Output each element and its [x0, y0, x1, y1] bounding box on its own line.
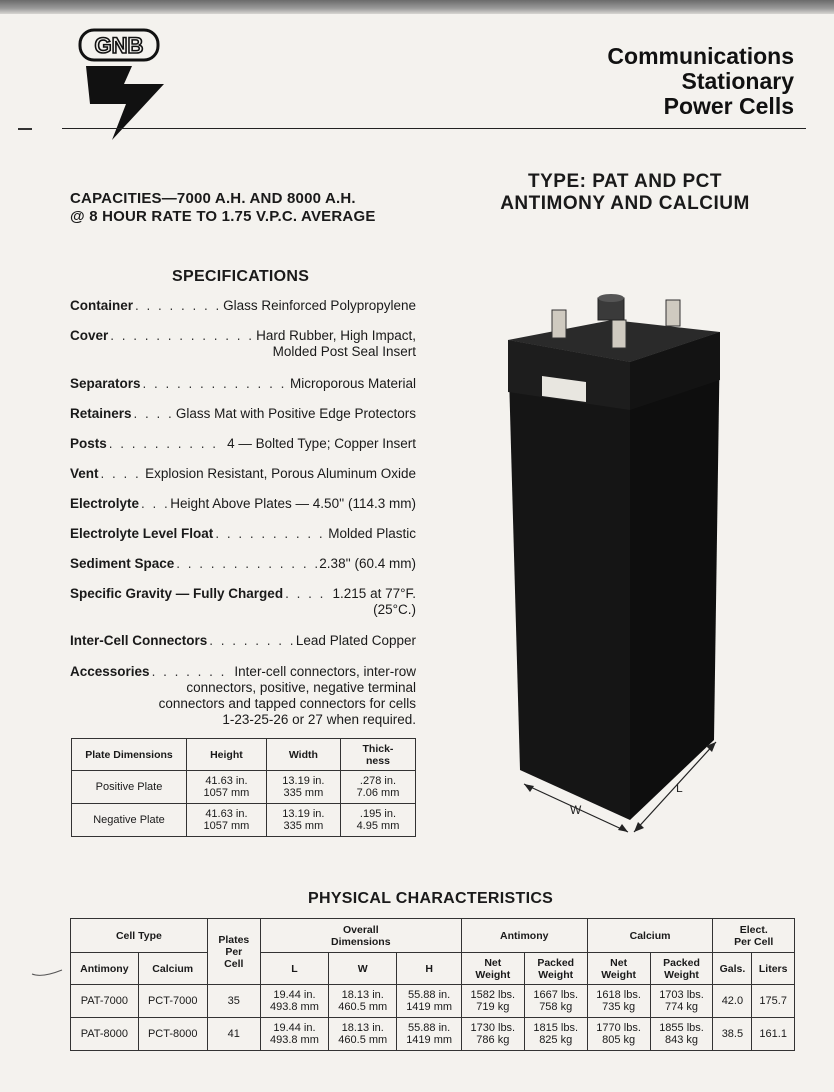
leader-dots [134, 406, 174, 422]
plate-height-line: 41.63 in. [205, 775, 248, 787]
cell-l [260, 1018, 328, 1051]
cell-cal-packed-line: 843 kg [665, 1034, 699, 1046]
table-row [71, 985, 795, 1018]
spec-key: Container [70, 298, 134, 313]
leader-dots [209, 633, 294, 649]
margin-mark [18, 128, 32, 130]
phys-sub-l: L [260, 953, 328, 985]
cell-l-line: 19.44 in. [273, 1022, 316, 1034]
spec-key: Specific Gravity — Fully Charged [70, 586, 284, 601]
logo-text: GNB [94, 33, 144, 58]
phys-header-antimony: Antimony [461, 919, 587, 953]
spec-key: Retainers [70, 406, 132, 421]
cell-h-line: 55.88 in. [408, 1022, 451, 1034]
phys-sub-ant-net: Net Weight [461, 953, 524, 985]
spec-key: Sediment Space [70, 556, 175, 571]
type-heading [455, 171, 795, 215]
cell-ant-packed [524, 1018, 587, 1051]
plate-label: Negative Plate [72, 804, 187, 837]
cell-cal-packed-line: 1703 lbs. [659, 989, 704, 1001]
title-line-2: Stationary [681, 68, 794, 94]
plate-height-line: 1057 mm [203, 820, 250, 832]
plate-header-dimensions: Plate Dimensions [72, 739, 187, 771]
cell-cal-packed-line: 1855 lbs. [659, 1022, 704, 1034]
cell-w-line: 18.13 in. [341, 1022, 384, 1034]
plate-height [187, 804, 267, 837]
spec-key: Posts [70, 436, 107, 451]
cell-ant-packed [524, 985, 587, 1018]
phys-sub-cal-net: Net Weight [587, 953, 650, 985]
plate-width [266, 804, 340, 837]
leader-dots [143, 376, 288, 392]
cell-l-line: 493.8 mm [269, 1034, 319, 1046]
scan-top-band [0, 0, 834, 14]
leader-dots [285, 586, 330, 602]
type-heading-line-2: ANTIMONY AND CALCIUM [500, 193, 750, 214]
capacities-heading [70, 190, 376, 226]
leader-dots [101, 466, 144, 482]
phys-sub-liters: Liters [752, 953, 795, 985]
spec-value: Lead Plated Copper [295, 633, 416, 648]
phys-header-overall: Overall Dimensions [260, 919, 461, 953]
title-line-1: Communications [607, 43, 794, 69]
spec-key: Separators [70, 376, 141, 391]
spec-value-continued: 1-23-25-26 or 27 when required. [222, 712, 416, 727]
spec-value: 4 — Bolted Type; Copper Insert [227, 436, 416, 451]
cell-w [329, 985, 397, 1018]
leader-dots [215, 526, 326, 542]
plate-header-height: Height [187, 739, 267, 771]
plate-width [266, 771, 340, 804]
plate-width-line: 335 mm [283, 787, 324, 799]
plate-dimensions-table [71, 738, 416, 837]
cell-l-line: 493.8 mm [269, 1001, 319, 1013]
cell-ant-net-line: 1582 lbs. [470, 989, 516, 1001]
cell-w [329, 1018, 397, 1051]
phys-header-elect: Elect. Per Cell [713, 919, 795, 953]
phys-sub-h: H [397, 953, 461, 985]
cell-h-line: 1419 mm [406, 1001, 453, 1013]
phys-header-cell-type: Cell Type [71, 919, 208, 953]
table-row [72, 771, 416, 804]
leader-dots [176, 556, 317, 572]
phys-header-plates: Plates Per Cell [207, 919, 260, 985]
cell-ant-packed-line: 1667 lbs. [533, 989, 579, 1001]
table-row [71, 1018, 795, 1051]
spec-value-continued: connectors, positive, negative terminal [186, 680, 416, 695]
cell-plates: 35 [207, 985, 260, 1018]
margin-mark-curve [30, 968, 64, 978]
spec-value: Microporous Material [289, 376, 416, 391]
plate-thickness [340, 771, 415, 804]
plate-height [187, 771, 267, 804]
gnb-logo [72, 26, 172, 144]
spec-item [70, 633, 416, 649]
plate-thickness-line: 4.95 mm [356, 820, 400, 832]
cell-cal-net [587, 985, 650, 1018]
cell-plates: 41 [207, 1018, 260, 1051]
type-heading-line-1: TYPE: PAT AND PCT [528, 171, 722, 192]
cell-cal-packed [650, 985, 713, 1018]
cell-l [260, 985, 328, 1018]
spec-value: Hard Rubber, High Impact, [256, 328, 416, 343]
cell-h-line: 55.88 in. [408, 989, 451, 1001]
leader-dots [141, 496, 168, 512]
cell-w-line: 460.5 mm [338, 1001, 388, 1013]
leader-dots [110, 328, 254, 344]
spec-item [70, 298, 416, 314]
phys-sub-w: W [329, 953, 397, 985]
physical-characteristics-title: PHYSICAL CHARACTERISTICS [308, 890, 554, 907]
cell-w-line: 460.5 mm [338, 1034, 388, 1046]
plate-header-width: Width [266, 739, 340, 771]
spec-item [70, 406, 416, 422]
spec-value-continued: connectors and tapped connectors for cells [158, 696, 416, 711]
plate-width-line: 13.19 in. [282, 808, 325, 820]
cell-h [397, 1018, 461, 1051]
plate-height-line: 41.63 in. [205, 808, 248, 820]
spec-value: 2.38'' (60.4 mm) [319, 556, 416, 571]
plate-label: Positive Plate [72, 771, 187, 804]
table-row [72, 804, 416, 837]
spec-item [70, 586, 416, 618]
spec-value: 1.215 at 77°F. [332, 586, 416, 601]
spec-value: Glass Reinforced Polypropylene [223, 298, 416, 313]
plate-width-line: 13.19 in. [282, 775, 325, 787]
spec-key: Inter-Cell Connectors [70, 633, 208, 648]
cell-calcium: PCT-7000 [138, 985, 207, 1018]
spec-value-continued: Molded Post Seal Insert [272, 344, 416, 359]
cell-cal-net-line: 1770 lbs. [596, 1022, 641, 1034]
cell-ant-net-line: 1730 lbs. [470, 1022, 516, 1034]
spec-value-continued: (25°C.) [373, 602, 416, 617]
title-line-3: Power Cells [663, 93, 794, 119]
leader-dots [135, 298, 221, 314]
spec-key: Cover [70, 328, 109, 343]
dimension-label-l: L [676, 781, 683, 795]
page-title [607, 44, 794, 119]
plate-header-thickness: Thick- ness [340, 739, 415, 771]
plate-thickness [340, 804, 415, 837]
spec-key: Electrolyte [70, 496, 140, 511]
cell-ant-net-line: 786 kg [476, 1034, 510, 1046]
spec-item [70, 526, 416, 542]
battery-cell-image [500, 292, 730, 840]
spec-key: Accessories [70, 664, 150, 679]
cell-h-line: 1419 mm [406, 1034, 453, 1046]
spec-item [70, 376, 416, 392]
spec-key: Electrolyte Level Float [70, 526, 214, 541]
phys-sub-antimony: Antimony [71, 953, 139, 985]
cell-cal-net-line: 1618 lbs. [596, 989, 641, 1001]
cell-ant-packed-line: 758 kg [539, 1001, 573, 1013]
cell-cal-net-line: 735 kg [602, 1001, 636, 1013]
phys-sub-ant-packed: Packed Weight [524, 953, 587, 985]
cell-gals: 38.5 [713, 1018, 752, 1051]
cell-ant-net-line: 719 kg [476, 1001, 510, 1013]
spec-item [70, 556, 416, 572]
phys-sub-gals: Gals. [713, 953, 752, 985]
spec-value: Molded Plastic [328, 526, 416, 541]
cell-cal-net [587, 1018, 650, 1051]
cell-ant-packed-line: 1815 lbs. [533, 1022, 579, 1034]
spec-item [70, 328, 416, 360]
cell-cal-packed [650, 1018, 713, 1051]
plate-width-line: 335 mm [283, 820, 324, 832]
spec-value: Inter-cell connectors, inter-row [234, 664, 416, 679]
cell-antimony: PAT-8000 [71, 1018, 139, 1051]
dimension-label-w: W [570, 803, 582, 817]
cell-w-line: 18.13 in. [341, 989, 384, 1001]
physical-characteristics-table [70, 918, 795, 1051]
phys-sub-cal-packed: Packed Weight [650, 953, 713, 985]
plate-thickness-line: .195 in. [359, 808, 397, 820]
cell-l-line: 19.44 in. [273, 989, 316, 1001]
leader-dots [152, 664, 233, 680]
capacities-line-2: @ 8 HOUR RATE TO 1.75 V.P.C. AVERAGE [70, 208, 376, 225]
phys-header-calcium: Calcium [587, 919, 713, 953]
spec-item [70, 664, 416, 728]
spec-item [70, 436, 416, 452]
spec-item [70, 496, 416, 512]
cell-liters: 161.1 [752, 1018, 795, 1051]
plate-thickness-line: 7.06 mm [356, 787, 400, 799]
spec-value: Explosion Resistant, Porous Aluminum Oxide [145, 466, 416, 481]
spec-value: Glass Mat with Positive Edge Protectors [175, 406, 416, 421]
phys-sub-calcium: Calcium [138, 953, 207, 985]
plate-thickness-line: .278 in. [359, 775, 397, 787]
spec-value: Height Above Plates — 4.50'' (114.3 mm) [170, 496, 416, 511]
cell-antimony: PAT-7000 [71, 985, 139, 1018]
cell-cal-packed-line: 774 kg [665, 1001, 699, 1013]
cell-calcium: PCT-8000 [138, 1018, 207, 1051]
cell-liters: 175.7 [752, 985, 795, 1018]
specifications-title: SPECIFICATIONS [172, 268, 310, 285]
plate-height-line: 1057 mm [203, 787, 250, 799]
cell-ant-packed-line: 825 kg [539, 1034, 573, 1046]
cell-ant-net [461, 985, 524, 1018]
cell-gals: 42.0 [713, 985, 752, 1018]
cell-ant-net [461, 1018, 524, 1051]
capacities-line-1: CAPACITIES—7000 A.H. AND 8000 A.H. [70, 190, 356, 207]
spec-item [70, 466, 416, 482]
leader-dots [109, 436, 225, 452]
spec-key: Vent [70, 466, 99, 481]
cell-cal-net-line: 805 kg [602, 1034, 636, 1046]
header-rule [62, 128, 806, 129]
cell-h [397, 985, 461, 1018]
